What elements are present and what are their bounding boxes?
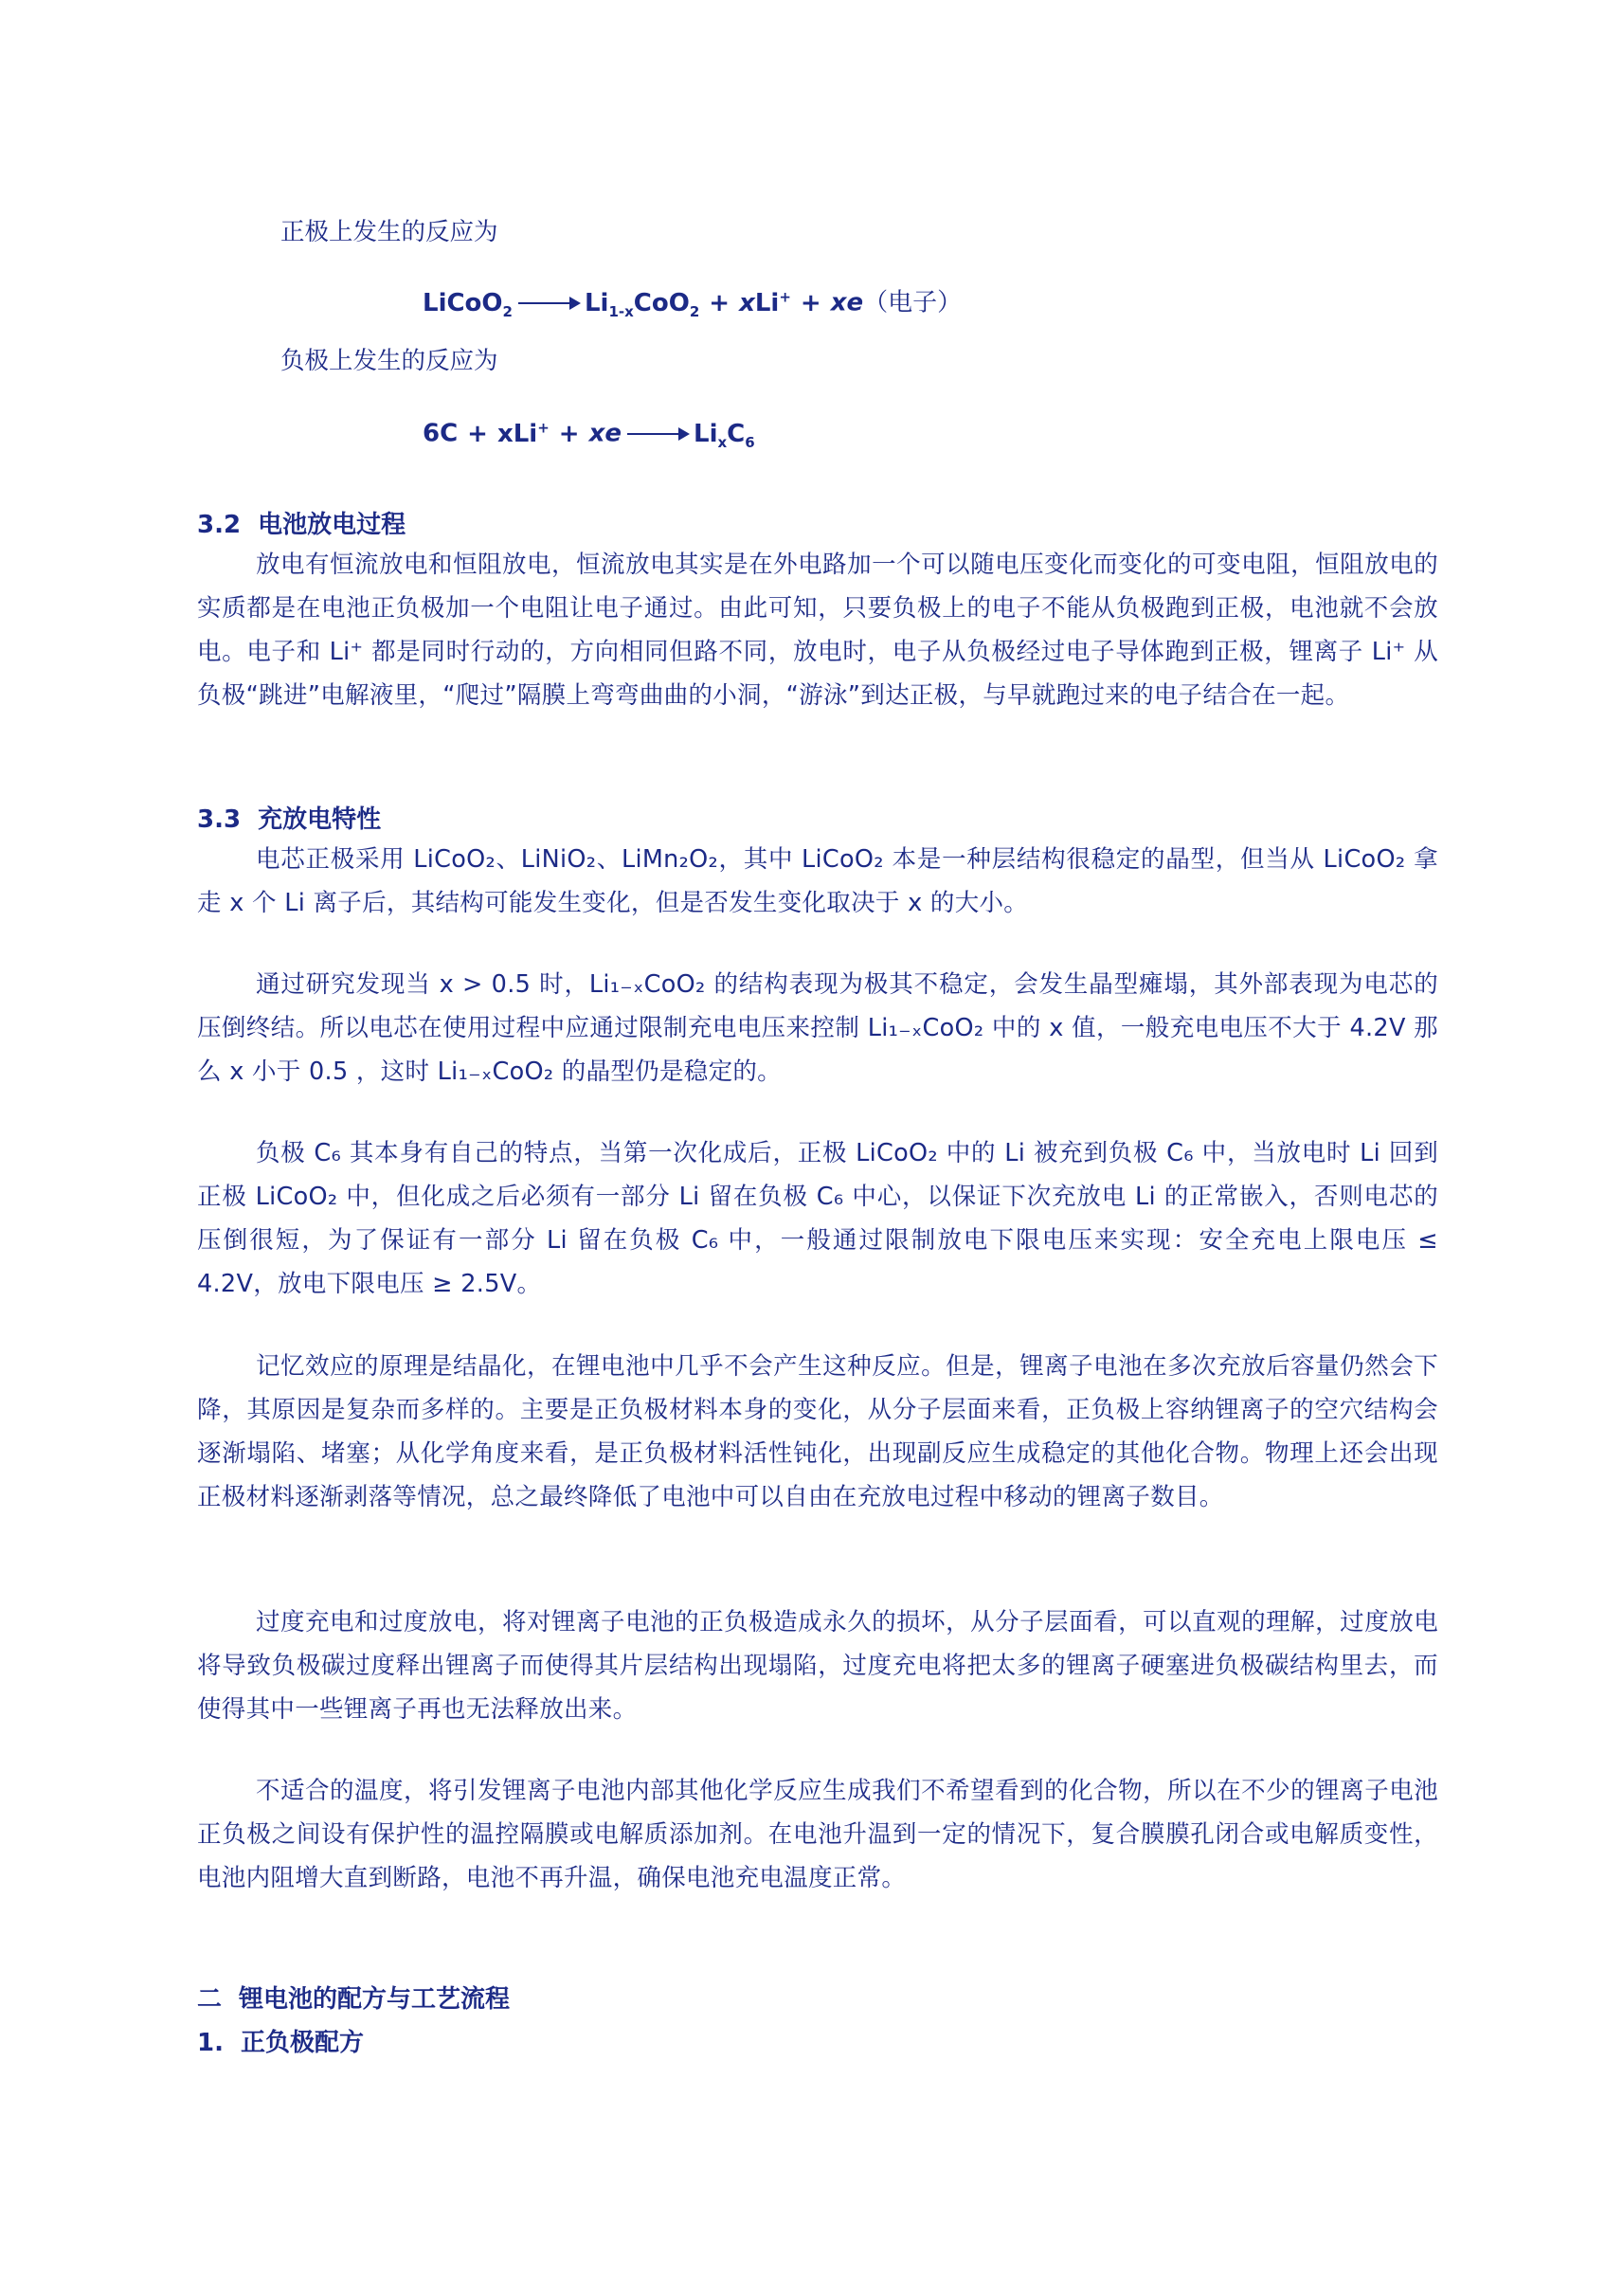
negative-electrode-equation [423,406,755,464]
eq1-lhs: LiCoO$_2$ [423,288,513,320]
reaction-arrow-icon [627,433,688,435]
positive-electrode-equation [423,275,962,334]
paragraph-temperature: 不适合的温度，将引发锂离子电池内部其他化学反应生成我们不希望看到的化合物，所以在不少的锂离子电池正负极之间设有保护性的温控隔膜或电解质添加剂。在电池升温到一定的情况下，复合膜膜孔闭合或电解质变性，电池内阻增大直到断路，电池不再升温，确保电池充电温度正常。 [197,1777,1438,1892]
paragraph-research: 通过研究发现当 x > 0.5 时，Li₁₋ₓCoO₂ 的结构表现为极其不稳定，会发生晶型瘫塌，其外部表现为电芯的压倒终结。所以电芯在使用过程中应通过限制充电电压来控制 Li₁₋ₓCoO₂ 中的 x 值，一般充电电压不大于 4.2V 那么 x 小于 0.5 ，这时 Li₁₋ₓCoO₂ 的晶型仍是稳定的。 [197,970,1438,1086]
eq2-reactant1: 6C [423,419,459,448]
eq2-reactant3: xe [588,419,622,448]
eq1-product3: xe（电子） [830,288,963,317]
paragraph-discharge: 放电有恒流放电和恒阻放电，恒流放电其实是在外电路加一个可以随电压变化而变化的可变电阻，恒阻放电的实质都是在电池正负极加一个电阻让电子通过。由此可知，只要负极上的电子不能从负极跑到正极，电池就不会放电。电子和 Li⁺ 都是同时行动的，方向相同但路不同，放电时，电子从负极经过电子导体跑到正极，锂离子 Li⁺ 从负极“跳进”电解液里，“爬过”隔膜上弯弯曲曲的小洞，“游泳”到达正极，与早就跑过来的电子结合在一起。 [197,551,1438,710]
eq1-plus-2: + [800,288,821,317]
eq1-product1: $Li_{1-x}CoO_2$ [584,288,700,320]
eq2-reactant2: xLi+ [496,419,550,448]
section-heading-3-2: 3.2 电池放电过程 [197,511,406,539]
paragraph-cathode-material: 电芯正极采用 LiCoO₂、LiNiO₂、LiMn₂O₂，其中 LiCoO₂ 本是一种层结构很稳定的晶型，但当从 LiCoO₂ 拿走 x 个 Li 离子后，其结构可能发生变化，但是否发生变化取决于 x 的大小。 [197,845,1438,917]
paragraph-anode: 负极 C₆ 其本身有自己的特点，当第一次化成后，正极 LiCoO₂ 中的 Li 被充到负极 C₆ 中，当放电时 Li 回到正极 LiCoO₂ 中，但化成之后必须有一部分 Li 留在负极 C₆ 中心，以保证下次充放电 Li 的正常嵌入，否则电芯的压倒很短，为了保证有一部分 Li 留在负极 C₆ 中，一般通过限制放电下限电压来实现：安全充电上限电压 ≤ 4.2V，放电下限电压 ≥ 2.5V。 [197,1139,1438,1298]
paragraph-overcharge: 过度充电和过度放电，将对锂离子电池的正负极造成永久的损坏，从分子层面看，可以直观的理解，过度放电将导致负极碳过度释出锂离子而使得其片层结构出现塌陷，过度充电将把太多的锂离子硬塞进负极碳结构里去，而使得其中一些锂离子再也无法释放出来。 [197,1608,1438,1724]
eq1-product2: xLi+ [739,288,791,317]
negative-reaction-lead: 负极上发生的反应为 [280,347,498,375]
eq2-product: $Li_xC_6$ [694,419,755,451]
positive-reaction-lead: 正极上发生的反应为 [280,218,498,246]
paragraph-memory-effect: 记忆效应的原理是结晶化，在锂电池中几乎不会产生这种反应。但是，锂离子电池在多次充放后容量仍然会下降，其原因是复杂而多样的。主要是正负极材料本身的变化，从分子层面来看，正负极上容纳锂离子的空穴结构会逐渐塌陷、堵塞；从化学角度来看，是正负极材料活性钝化，出现副反应生成稳定的其他化合物。物理上还会出现正极材料逐渐剥落等情况，总之最终降低了电池中可以自由在充放电过程中移动的锂离子数目。 [197,1352,1438,1511]
eq2-plus-2: + [558,419,580,448]
section-heading-2-1: 1. 正负极配方 [197,2029,364,2057]
eq1-plus-1: + [709,288,730,317]
eq2-plus-1: + [467,419,488,448]
reaction-arrow-icon [518,302,579,304]
chapter-heading-2: 二 锂电池的配方与工艺流程 [197,1985,511,2014]
section-heading-3-3: 3.3 充放电特性 [197,805,382,834]
